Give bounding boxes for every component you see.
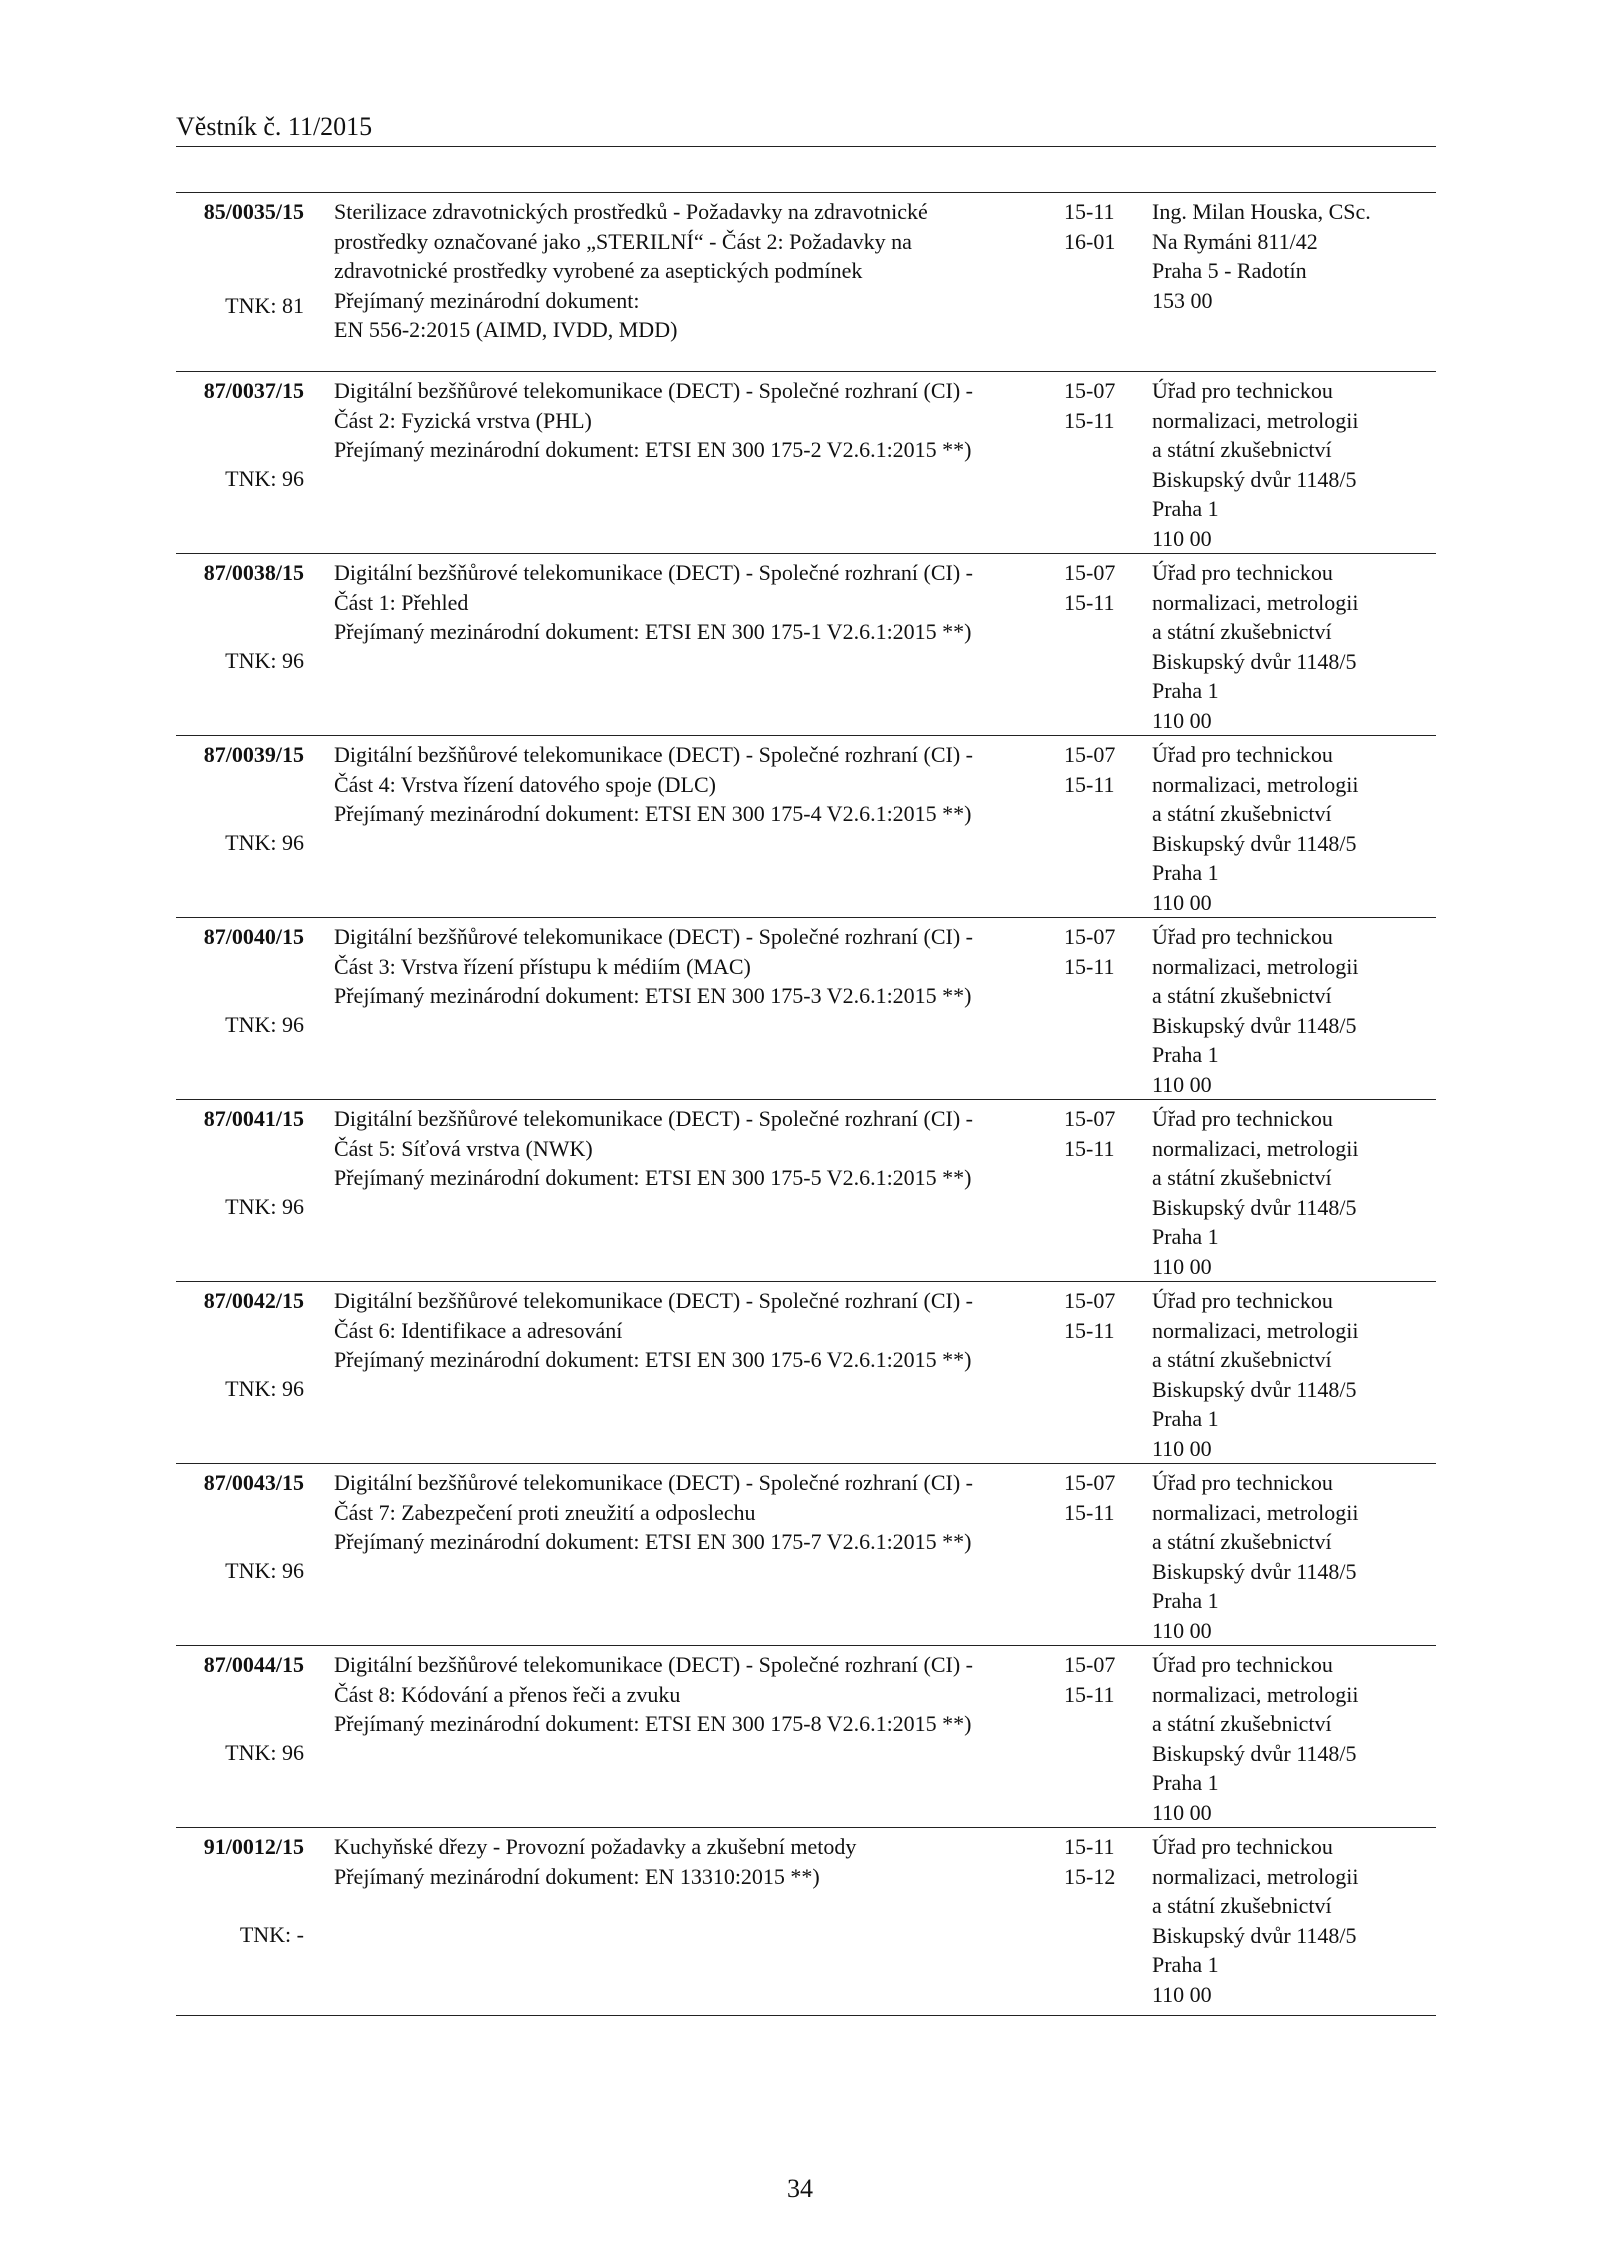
record-id-cell (176, 1104, 304, 1219)
record-dates (1064, 558, 1134, 617)
record-description (334, 740, 1024, 829)
date-line: 15-11 (1064, 1681, 1115, 1707)
address-line: normalizaci, metrologii (1152, 589, 1359, 615)
date-line: 15-07 (1064, 924, 1116, 949)
record-number: 87/0042/15 (203, 1288, 304, 1313)
record-row (176, 1645, 1436, 1827)
record-tnk: TNK: 81 (225, 293, 304, 318)
record-id-cell (176, 376, 304, 491)
record-id-cell (176, 197, 304, 318)
address-line: 153 00 (1152, 287, 1213, 313)
date-line: 15-11 (1064, 953, 1115, 979)
record-description (334, 1286, 1024, 1375)
description-line: Digitální bezšňůrové telekomunikace (DECT) - Společné rozhraní (CI) - (334, 1106, 973, 1131)
description-line: Přejímaný mezinárodní dokument: ETSI EN 300 175-6 V2.6.1:2015 **) (334, 1347, 972, 1372)
record-row (176, 917, 1436, 1099)
record-address (1152, 1832, 1436, 2009)
address-line: 110 00 (1152, 525, 1212, 551)
address-line: Úřad pro technickou (1152, 1106, 1333, 1131)
record-number: 87/0040/15 (203, 924, 304, 949)
description-line: Přejímaný mezinárodní dokument: (334, 287, 640, 313)
address-line: Úřad pro technickou (1152, 1652, 1333, 1677)
address-line: normalizaci, metrologii (1152, 1317, 1359, 1343)
address-line: Biskupský dvůr 1148/5 (1152, 466, 1357, 492)
date-line: 15-11 (1064, 199, 1115, 224)
address-line: a státní zkušebnictví (1152, 619, 1332, 644)
record-tnk: TNK: 96 (225, 830, 304, 855)
address-line: Úřad pro technickou (1152, 378, 1333, 403)
page-number: 34 (787, 2174, 813, 2203)
record-description (334, 1650, 1024, 1739)
description-line: Digitální bezšňůrové telekomunikace (DECT) - Společné rozhraní (CI) - (334, 742, 973, 767)
date-line: 15-12 (1064, 1863, 1116, 1889)
address-line: a státní zkušebnictví (1152, 1893, 1332, 1918)
record-description (334, 1468, 1024, 1557)
address-line: Biskupský dvůr 1148/5 (1152, 1740, 1357, 1766)
address-line: normalizaci, metrologii (1152, 771, 1359, 797)
date-line: 15-11 (1064, 1834, 1115, 1859)
record-id-cell (176, 1650, 304, 1765)
description-line: Digitální bezšňůrové telekomunikace (DECT) - Společné rozhraní (CI) - (334, 1288, 973, 1313)
record-row (176, 371, 1436, 553)
description-line: prostředky označované jako „STERILNÍ“ - Část 2: Požadavky na (334, 228, 912, 254)
address-line: normalizaci, metrologii (1152, 1499, 1359, 1525)
description-line: EN 556-2:2015 (AIMD, IVDD, MDD) (334, 317, 678, 342)
record-dates (1064, 1104, 1134, 1163)
address-line: Praha 1 (1152, 1770, 1219, 1795)
record-number: 85/0035/15 (203, 199, 304, 224)
address-line: Biskupský dvůr 1148/5 (1152, 1922, 1357, 1948)
description-line: Část 2: Fyzická vrstva (PHL) (334, 407, 592, 433)
record-number: 87/0044/15 (203, 1652, 304, 1677)
record-number: 87/0039/15 (203, 742, 304, 767)
address-line: Na Rymáni 811/42 (1152, 228, 1318, 254)
record-tnk: TNK: 96 (225, 1194, 304, 1219)
date-line: 15-07 (1064, 1652, 1116, 1677)
record-description (334, 922, 1024, 1011)
record-description (334, 558, 1024, 647)
description-line: zdravotnické prostředky vyrobené za aseptických podmínek (334, 258, 863, 283)
address-line: Úřad pro technickou (1152, 1834, 1333, 1859)
record-description (334, 1832, 1024, 1891)
record-id-cell (176, 740, 304, 855)
record-address (1152, 922, 1436, 1099)
address-line: normalizaci, metrologii (1152, 1135, 1359, 1161)
date-line: 15-11 (1064, 1317, 1115, 1343)
address-line: Úřad pro technickou (1152, 560, 1333, 585)
address-line: a státní zkušebnictví (1152, 1347, 1332, 1372)
address-line: a státní zkušebnictví (1152, 437, 1332, 462)
description-line: Digitální bezšňůrové telekomunikace (DECT) - Společné rozhraní (CI) - (334, 924, 973, 949)
description-line: Přejímaný mezinárodní dokument: ETSI EN 300 175-5 V2.6.1:2015 **) (334, 1165, 972, 1190)
description-line: Přejímaný mezinárodní dokument: ETSI EN 300 175-2 V2.6.1:2015 **) (334, 437, 972, 462)
record-address (1152, 740, 1436, 917)
record-number: 87/0041/15 (203, 1106, 304, 1131)
address-line: 110 00 (1152, 1799, 1212, 1825)
date-line: 15-07 (1064, 742, 1116, 767)
description-line: Část 8: Kódování a přenos řeči a zvuku (334, 1681, 681, 1707)
record-row (176, 1827, 1436, 2016)
date-line: 15-11 (1064, 407, 1115, 433)
address-line: Praha 1 (1152, 1952, 1219, 1977)
record-number: 87/0038/15 (203, 560, 304, 585)
address-line: Praha 1 (1152, 1406, 1219, 1431)
record-description (334, 376, 1024, 465)
date-line: 15-11 (1064, 589, 1115, 615)
address-line: Biskupský dvůr 1148/5 (1152, 1012, 1357, 1038)
address-line: 110 00 (1152, 707, 1212, 733)
date-line: 15-11 (1064, 771, 1115, 797)
description-line: Kuchyňské dřezy - Provozní požadavky a zkušební metody (334, 1834, 857, 1859)
description-line: Přejímaný mezinárodní dokument: EN 13310:2015 **) (334, 1863, 820, 1889)
description-line: Přejímaný mezinárodní dokument: ETSI EN 300 175-1 V2.6.1:2015 **) (334, 619, 972, 644)
record-row (176, 553, 1436, 735)
address-line: 110 00 (1152, 1253, 1212, 1279)
date-line: 15-07 (1064, 1470, 1116, 1495)
address-line: 110 00 (1152, 1071, 1212, 1097)
description-line: Digitální bezšňůrové telekomunikace (DECT) - Společné rozhraní (CI) - (334, 1652, 973, 1677)
record-description (334, 197, 1024, 345)
date-line: 15-07 (1064, 560, 1116, 585)
record-id-cell (176, 1468, 304, 1583)
record-row (176, 1463, 1436, 1645)
description-line: Část 1: Přehled (334, 589, 469, 615)
record-address (1152, 197, 1436, 315)
record-tnk: TNK: 96 (225, 1012, 304, 1037)
record-address (1152, 1468, 1436, 1645)
address-line: a státní zkušebnictví (1152, 1529, 1332, 1554)
address-line: Praha 1 (1152, 1588, 1219, 1613)
address-line: Biskupský dvůr 1148/5 (1152, 1376, 1357, 1402)
record-address (1152, 1104, 1436, 1281)
description-line: Část 5: Síťová vrstva (NWK) (334, 1135, 593, 1161)
date-line: 15-11 (1064, 1135, 1115, 1161)
description-line: Přejímaný mezinárodní dokument: ETSI EN 300 175-8 V2.6.1:2015 **) (334, 1711, 972, 1736)
address-line: Praha 5 - Radotín (1152, 258, 1307, 283)
record-address (1152, 558, 1436, 735)
record-tnk: TNK: 96 (225, 1376, 304, 1401)
address-line: 110 00 (1152, 1617, 1212, 1643)
address-line: Úřad pro technickou (1152, 1288, 1333, 1313)
record-id-cell (176, 922, 304, 1037)
record-number: 87/0037/15 (203, 378, 304, 403)
record-row (176, 735, 1436, 917)
record-tnk: TNK: 96 (225, 1558, 304, 1583)
address-line: Biskupský dvůr 1148/5 (1152, 830, 1357, 856)
address-line: 110 00 (1152, 889, 1212, 915)
record-row (176, 1099, 1436, 1281)
record-description (334, 1104, 1024, 1193)
address-line: Úřad pro technickou (1152, 924, 1333, 949)
date-line: 15-11 (1064, 1499, 1115, 1525)
record-dates (1064, 376, 1134, 435)
date-line: 15-07 (1064, 1288, 1116, 1313)
record-tnk: TNK: 96 (225, 648, 304, 673)
record-dates (1064, 1650, 1134, 1709)
address-line: a státní zkušebnictví (1152, 1711, 1332, 1736)
address-line: Biskupský dvůr 1148/5 (1152, 648, 1357, 674)
address-line: normalizaci, metrologii (1152, 953, 1359, 979)
description-line: Přejímaný mezinárodní dokument: ETSI EN 300 175-3 V2.6.1:2015 **) (334, 983, 972, 1008)
record-address (1152, 1650, 1436, 1827)
record-dates (1064, 1832, 1134, 1891)
record-id-cell (176, 1286, 304, 1401)
address-line: Praha 1 (1152, 678, 1219, 703)
address-line: a státní zkušebnictví (1152, 983, 1332, 1008)
description-line: Část 7: Zabezpečení proti zneužití a odposlechu (334, 1499, 756, 1525)
address-line: Úřad pro technickou (1152, 1470, 1333, 1495)
record-row (176, 192, 1436, 371)
description-line: Přejímaný mezinárodní dokument: ETSI EN 300 175-7 V2.6.1:2015 **) (334, 1529, 972, 1554)
address-line: 110 00 (1152, 1981, 1212, 2007)
announcement-records-table (176, 192, 1436, 2016)
record-address (1152, 376, 1436, 553)
page-header-title: Věstník č. 11/2015 (176, 112, 373, 141)
record-number: 87/0043/15 (203, 1470, 304, 1495)
address-line: Úřad pro technickou (1152, 742, 1333, 767)
address-line: 110 00 (1152, 1435, 1212, 1461)
address-line: Praha 1 (1152, 1224, 1219, 1249)
address-line: a státní zkušebnictví (1152, 801, 1332, 826)
date-line: 16-01 (1064, 228, 1116, 254)
address-line: normalizaci, metrologii (1152, 1863, 1359, 1889)
description-line: Část 3: Vrstva řízení přístupu k médiím (MAC) (334, 953, 751, 979)
record-dates (1064, 197, 1134, 256)
description-line: Digitální bezšňůrové telekomunikace (DECT) - Společné rozhraní (CI) - (334, 378, 973, 403)
description-line: Digitální bezšňůrové telekomunikace (DECT) - Společné rozhraní (CI) - (334, 560, 973, 585)
address-line: Praha 1 (1152, 860, 1219, 885)
description-line: Sterilizace zdravotnických prostředků - Požadavky na zdravotnické (334, 199, 928, 224)
address-line: normalizaci, metrologii (1152, 407, 1359, 433)
record-number: 91/0012/15 (203, 1834, 304, 1859)
address-line: normalizaci, metrologii (1152, 1681, 1359, 1707)
address-line: Biskupský dvůr 1148/5 (1152, 1558, 1357, 1584)
record-tnk: TNK: - (239, 1922, 304, 1947)
date-line: 15-07 (1064, 378, 1116, 403)
record-dates (1064, 922, 1134, 981)
date-line: 15-07 (1064, 1106, 1116, 1131)
record-address (1152, 1286, 1436, 1463)
description-line: Část 4: Vrstva řízení datového spoje (DLC) (334, 771, 716, 797)
description-line: Přejímaný mezinárodní dokument: ETSI EN 300 175-4 V2.6.1:2015 **) (334, 801, 972, 826)
record-tnk: TNK: 96 (225, 1740, 304, 1765)
record-id-cell (176, 558, 304, 673)
description-line: Digitální bezšňůrové telekomunikace (DECT) - Společné rozhraní (CI) - (334, 1470, 973, 1495)
address-line: a státní zkušebnictví (1152, 1165, 1332, 1190)
address-line: Ing. Milan Houska, CSc. (1152, 199, 1371, 224)
record-id-cell (176, 1832, 304, 1947)
record-tnk: TNK: 96 (225, 466, 304, 491)
record-dates (1064, 740, 1134, 799)
record-row (176, 1281, 1436, 1463)
address-line: Praha 1 (1152, 1042, 1219, 1067)
record-dates (1064, 1286, 1134, 1345)
description-line: Část 6: Identifikace a adresování (334, 1317, 623, 1343)
record-dates (1064, 1468, 1134, 1527)
address-line: Praha 1 (1152, 496, 1219, 521)
address-line: Biskupský dvůr 1148/5 (1152, 1194, 1357, 1220)
header-divider (176, 146, 1436, 147)
